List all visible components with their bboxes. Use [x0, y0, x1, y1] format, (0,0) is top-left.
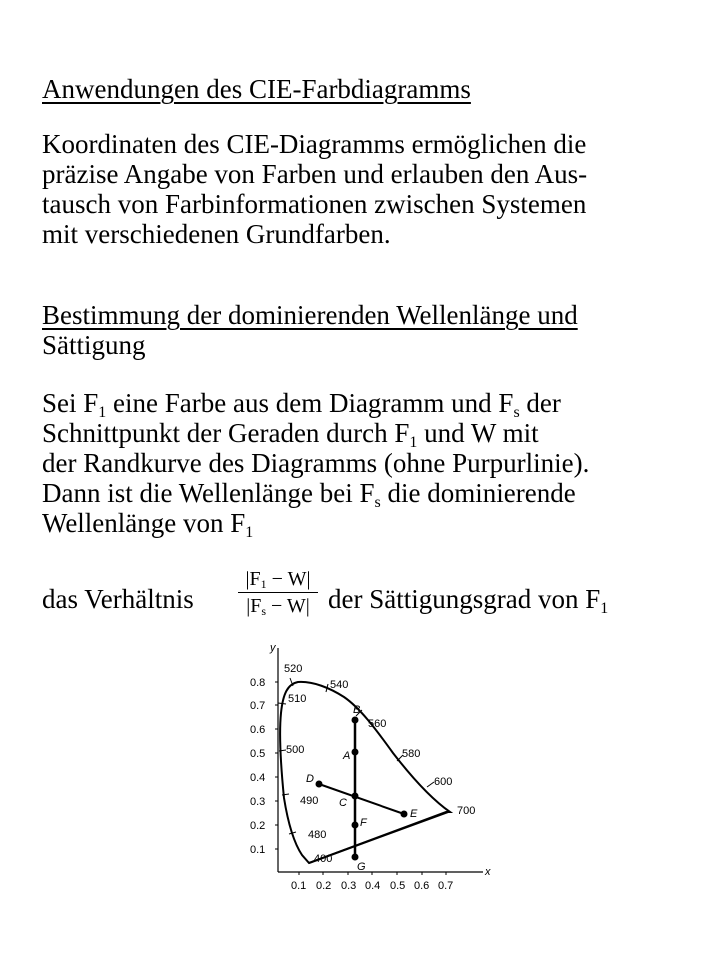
x-tick-label: 0.3	[341, 880, 357, 892]
point-e	[401, 811, 408, 818]
x-tick-label: 0.6	[414, 880, 430, 892]
wavelength-label: 580	[402, 748, 421, 760]
ratio-intro-text: das Verhältnis	[42, 584, 194, 614]
paragraph-cie-coordinates	[42, 129, 692, 249]
point-label-b: B	[353, 704, 361, 716]
x-tick-label: 0.7	[438, 880, 454, 892]
line-d-to-e	[319, 784, 404, 814]
y-tick-label: 0.1	[250, 844, 266, 856]
definition-line-3: der Randkurve des Diagramms (ohne Purpurlinie).	[42, 448, 590, 478]
y-axis-label: y	[270, 642, 276, 654]
y-tick-label: 0.5	[250, 748, 266, 760]
point-label-c: C	[339, 797, 347, 809]
point-label-d: D	[306, 773, 314, 785]
y-tick-label: 0.6	[250, 724, 266, 736]
y-tick-label: 0.8	[250, 677, 266, 689]
wavelength-label: 700	[457, 805, 476, 817]
definition-line-2: Schnittpunkt der Geraden durch $F_1$ und W mit	[42, 418, 539, 451]
point-label-f: F	[360, 817, 367, 829]
wavelength-label: 540	[330, 679, 349, 691]
point-a	[352, 749, 359, 756]
paragraph-definition	[42, 388, 692, 541]
heading-text: Anwendungen des CIE-Farbdiagramms	[42, 74, 471, 104]
wavelength-label: 510	[288, 693, 307, 705]
paragraph-line-1: Koordinaten des CIE-Diagramms ermöglichen die	[42, 129, 587, 159]
x-tick-label: 0.4	[365, 880, 381, 892]
wavelength-label: 480	[308, 829, 327, 841]
ratio-result-text: der Sättigungsgrad von $F_1$	[328, 584, 609, 617]
wavelength-label: 500	[286, 744, 305, 756]
paragraph-line-4: mit verschiedenen Grundfarben.	[42, 219, 391, 249]
y-tick-label: 0.7	[250, 700, 266, 712]
heading-line-2: Sättigung	[42, 330, 146, 360]
x-tick-label: 0.1	[291, 880, 307, 892]
point-g	[352, 854, 359, 861]
wavelength-label: 490	[300, 795, 319, 807]
cie-chromaticity-diagram	[238, 638, 508, 893]
definition-line-4: Dann ist die Wellenlänge bei $F_s$ die dominierende	[42, 478, 576, 511]
ratio-fraction	[238, 568, 318, 617]
y-tick-label: 0.4	[250, 772, 266, 784]
definition-line-1: Sei $F_1$ eine Farbe aus dem Diagramm und $F_s$ der	[42, 388, 561, 421]
heading-line-1: Bestimmung der dominierenden Wellenlänge und	[42, 300, 578, 330]
x-axis-label: x	[485, 866, 491, 878]
wavelength-label: 560	[368, 718, 387, 730]
y-tick-label: 0.3	[250, 796, 266, 808]
point-label-g: G	[357, 861, 366, 873]
paragraph-line-3: tausch von Farbinformationen zwischen Systemen	[42, 189, 587, 219]
point-d	[316, 781, 323, 788]
saturation-ratio-line	[42, 568, 692, 618]
paragraph-line-2: präzise Angabe von Farben und erlauben den Aus-	[42, 159, 588, 189]
definition-line-5: Wellenlänge von $F_1$	[42, 508, 254, 541]
y-tick-label: 0.2	[250, 820, 266, 832]
point-c	[352, 793, 359, 800]
wavelength-label: 400	[314, 853, 333, 865]
section-heading-cie-applications	[42, 74, 692, 104]
point-b	[352, 717, 359, 724]
x-tick-label: 0.2	[316, 880, 332, 892]
point-f	[352, 822, 359, 829]
fraction-denominator: $|F_s - W|$	[246, 595, 310, 618]
point-label-e: E	[410, 808, 418, 820]
wavelength-label: 600	[434, 776, 453, 788]
wavelength-label: 520	[284, 663, 303, 675]
x-tick-label: 0.5	[390, 880, 406, 892]
point-label-a: A	[343, 750, 351, 762]
fraction-numerator: $|F_1 - W|$	[238, 568, 318, 593]
section-heading-dominant-wavelength	[42, 300, 692, 360]
